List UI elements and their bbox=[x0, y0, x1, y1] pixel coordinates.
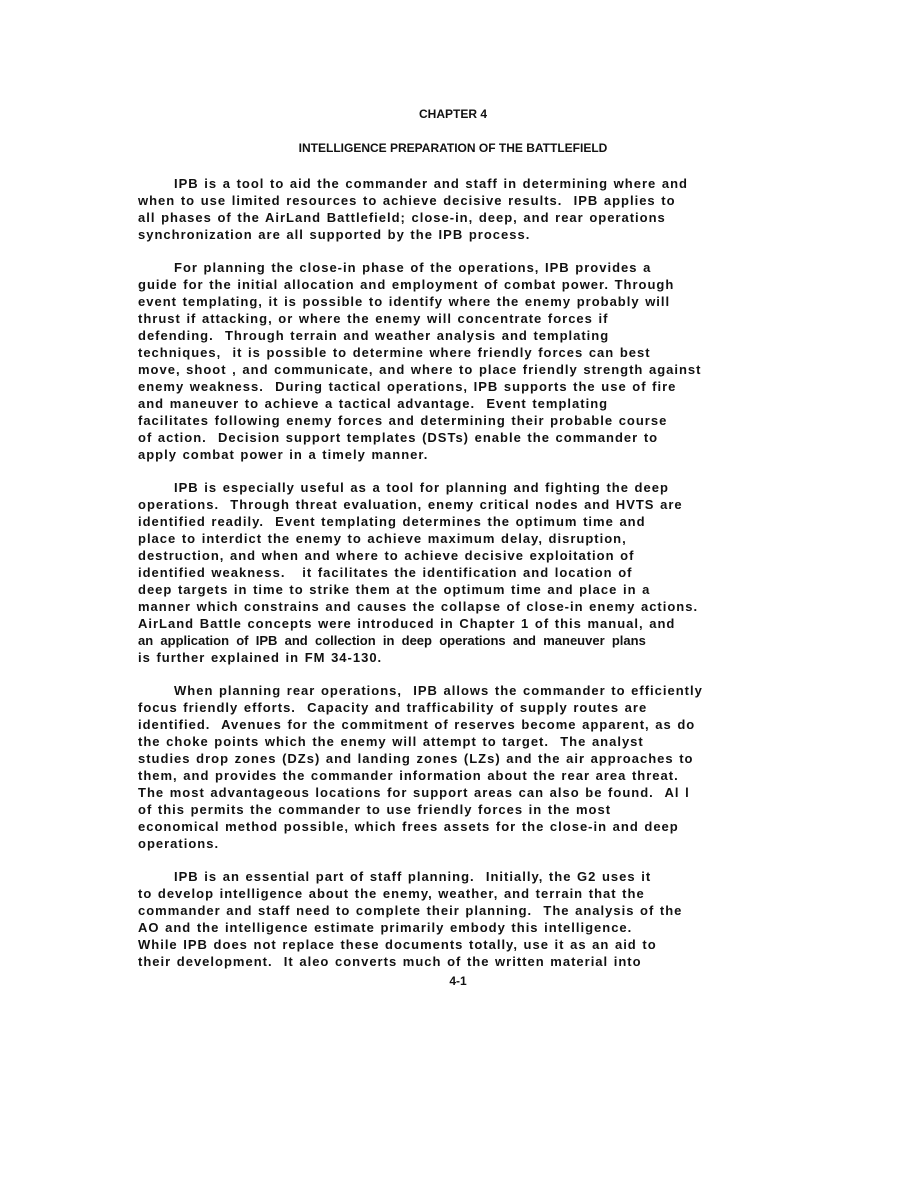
text-line: event templating, it is possible to identify where the enemy probably will bbox=[138, 294, 671, 309]
text-line: commander and staff need to complete their planning. The analysis of the bbox=[138, 903, 683, 918]
text-line: When planning rear operations, IPB allows the commander to efficiently bbox=[174, 683, 703, 698]
text-line: the choke points which the enemy will attempt to target. The analyst bbox=[138, 734, 644, 749]
text-line: The most advantageous locations for support areas can also be found. Al l bbox=[138, 785, 690, 800]
text-line: studies drop zones (DZs) and landing zones (LZs) and the air approaches to bbox=[138, 751, 694, 766]
text-line: of this permits the commander to use friendly forces in the most bbox=[138, 802, 612, 817]
paragraph bbox=[138, 479, 768, 666]
text-line: their development. It aleo converts much of the written material into bbox=[138, 954, 642, 969]
text-line: an application of IPB and collection in deep operations and maneuver plans bbox=[138, 633, 646, 648]
text-line: IPB is a tool to aid the commander and staff in determining where and bbox=[174, 176, 688, 191]
text-line: operations. bbox=[138, 836, 220, 851]
text-line: apply combat power in a timely manner. bbox=[138, 447, 429, 462]
text-line: identified readily. Event templating determines the optimum time and bbox=[138, 514, 646, 529]
text-line: synchronization are all supported by the IPB process. bbox=[138, 227, 531, 242]
text-line: of action. Decision support templates (DSTs) enable the commander to bbox=[138, 430, 659, 445]
text-line: all phases of the AirLand Battlefield; close-in, deep, and rear operations bbox=[138, 210, 666, 225]
text-line: focus friendly efforts. Capacity and trafficability of supply routes are bbox=[138, 700, 648, 715]
text-line: identified. Avenues for the commitment of reserves become apparent, as do bbox=[138, 717, 696, 732]
text-line: when to use limited resources to achieve decisive results. IPB applies to bbox=[138, 193, 676, 208]
text-line: enemy weakness. During tactical operations, IPB supports the use of fire bbox=[138, 379, 677, 394]
text-line: While IPB does not replace these documents totally, use it as an aid to bbox=[138, 937, 657, 952]
text-line: economical method possible, which frees assets for the close-in and deep bbox=[138, 819, 679, 834]
paragraph bbox=[138, 868, 768, 970]
text-line: destruction, and when and where to achieve decisive exploitation of bbox=[138, 548, 635, 563]
text-line: move, shoot , and communicate, and where to place friendly strength against bbox=[138, 362, 702, 377]
text-line: defending. Through terrain and weather analysis and templating bbox=[138, 328, 610, 343]
paragraph bbox=[138, 682, 768, 852]
text-line: place to interdict the enemy to achieve maximum delay, disruption, bbox=[138, 531, 627, 546]
chapter-title: INTELLIGENCE PREPARATION OF THE BATTLEFIELD bbox=[298, 141, 608, 155]
text-line: deep targets in time to strike them at the optimum time and place in a bbox=[138, 582, 651, 597]
chapter-heading: CHAPTER 4 bbox=[418, 107, 487, 121]
body-text bbox=[138, 175, 768, 986]
text-line: identified weakness. it facilitates the identification and location of bbox=[138, 565, 633, 580]
text-line: guide for the initial allocation and employment of combat power. Through bbox=[138, 277, 675, 292]
text-line: them, and provides the commander information about the rear area threat. bbox=[138, 768, 679, 783]
text-line: techniques, it is possible to determine where friendly forces can best bbox=[138, 345, 651, 360]
text-line: manner which constrains and causes the collapse of close-in enemy actions. bbox=[138, 599, 699, 614]
text-line: AirLand Battle concepts were introduced in Chapter 1 of this manual, and bbox=[138, 616, 676, 631]
text-line: IPB is especially useful as a tool for planning and fighting the deep bbox=[174, 480, 669, 495]
text-line: IPB is an essential part of staff planning. Initially, the G2 uses it bbox=[174, 869, 652, 884]
text-line: and maneuver to achieve a tactical advantage. Event templating bbox=[138, 396, 609, 411]
text-line: to develop intelligence about the enemy, weather, and terrain that the bbox=[138, 886, 645, 901]
paragraph bbox=[138, 175, 768, 243]
text-line: AO and the intelligence estimate primarily embody this intelligence. bbox=[138, 920, 633, 935]
text-line: is further explained in FM 34-130. bbox=[138, 650, 383, 665]
text-line: facilitates following enemy forces and determining their probable course bbox=[138, 413, 668, 428]
text-line: For planning the close-in phase of the operations, IPB provides a bbox=[174, 260, 652, 275]
text-line: thrust if attacking, or where the enemy will concentrate forces if bbox=[138, 311, 609, 326]
paragraph bbox=[138, 259, 768, 463]
page-number: 4-1 bbox=[449, 974, 467, 988]
text-line: operations. Through threat evaluation, enemy critical nodes and HVTS are bbox=[138, 497, 683, 512]
